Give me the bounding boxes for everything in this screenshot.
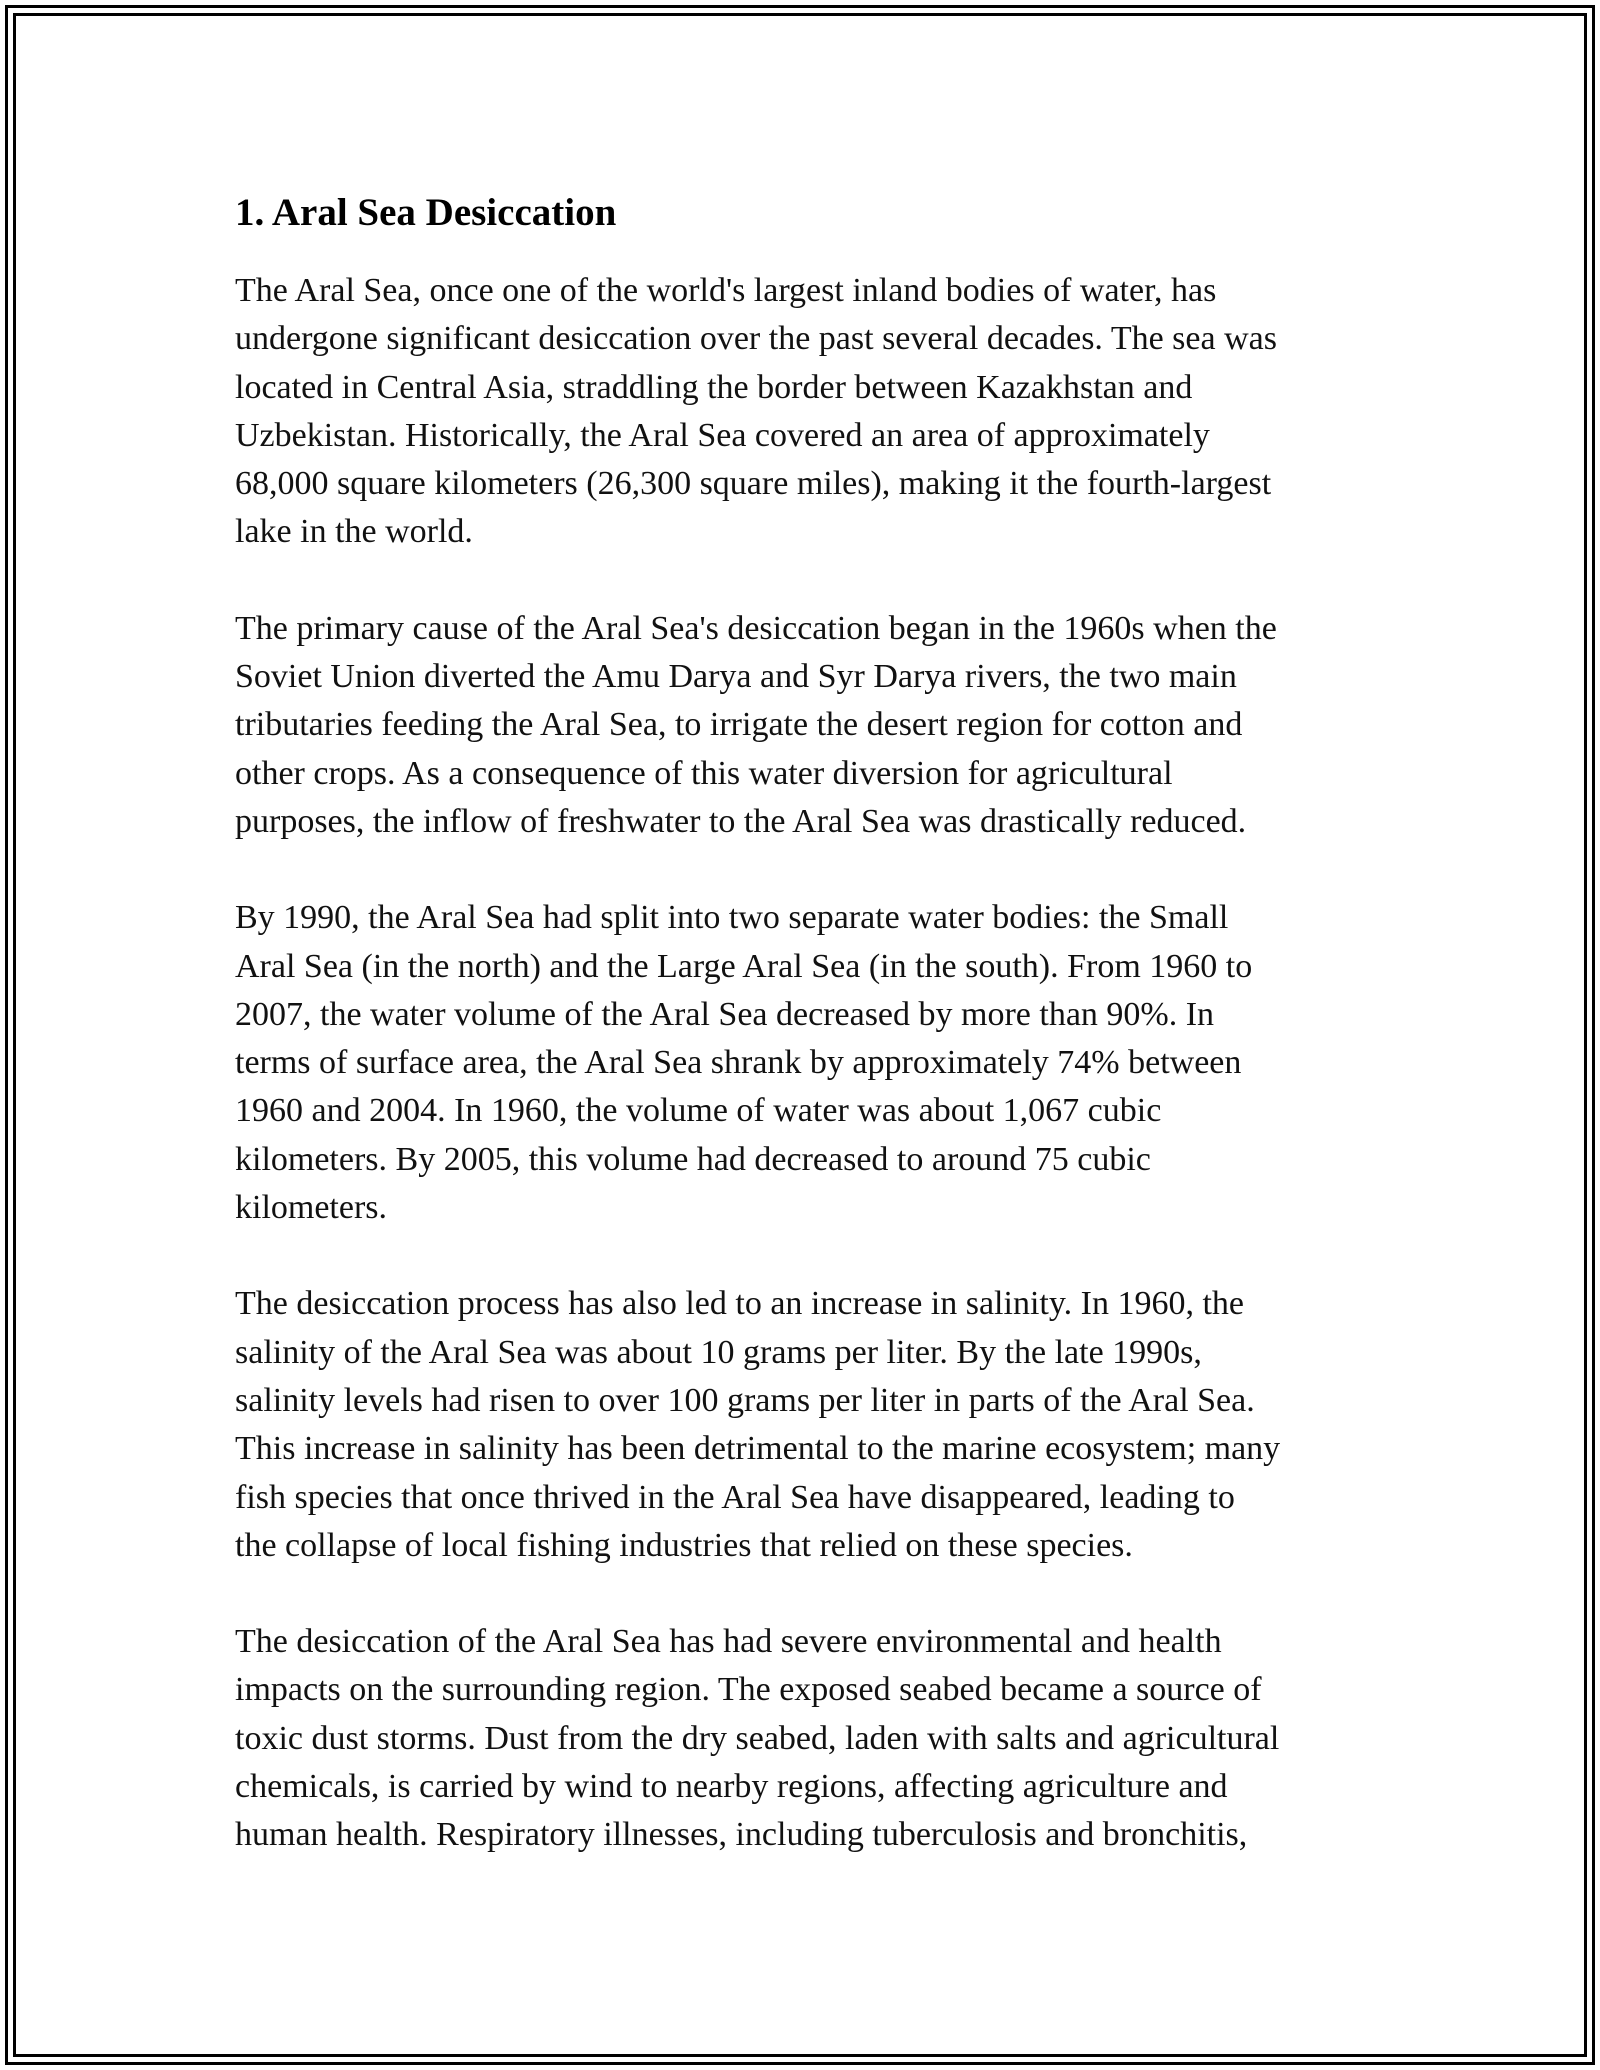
paragraph-line: The desiccation process has also led to an increase in salinity. In 1960, the xyxy=(235,1285,1244,1323)
paragraph-line: Aral Sea (in the north) and the Large Aral Sea (in the south). From 1960 to xyxy=(235,947,1253,985)
paragraph-line: tributaries feeding the Aral Sea, to irrigate the desert region for cotton and xyxy=(235,706,1243,744)
paragraph-line: Soviet Union diverted the Amu Darya and Syr Darya rivers, the two main xyxy=(235,658,1237,696)
paragraph-line: kilometers. xyxy=(235,1189,388,1227)
paragraph-volume xyxy=(235,894,1375,1232)
paragraph-line: The desiccation of the Aral Sea has had severe environmental and health xyxy=(235,1623,1222,1661)
paragraph-line: toxic dust storms. Dust from the dry seabed, laden with salts and agricultural xyxy=(235,1719,1280,1757)
paragraph-line: chemicals, is carried by wind to nearby regions, affecting agriculture and xyxy=(235,1768,1228,1806)
paragraph-line: 1960 and 2004. In 1960, the volume of water was about 1,067 cubic xyxy=(235,1092,1162,1130)
paragraph-line: human health. Respiratory illnesses, including tuberculosis and bronchitis, xyxy=(235,1816,1248,1854)
document-body xyxy=(235,186,1375,1860)
paragraph-line: By 1990, the Aral Sea had split into two separate water bodies: the Small xyxy=(235,899,1229,937)
paragraph-line: 68,000 square kilometers (26,300 square miles), making it the fourth-largest xyxy=(235,465,1272,503)
paragraph-line: Uzbekistan. Historically, the Aral Sea covered an area of approximately xyxy=(235,416,1210,454)
paragraph-line: This increase in salinity has been detrimental to the marine ecosystem; many xyxy=(235,1430,1281,1468)
paragraph-line: located in Central Asia, straddling the border between Kazakhstan and xyxy=(235,368,1193,406)
paragraph-line: terms of surface area, the Aral Sea shrank by approximately 74% between xyxy=(235,1044,1242,1082)
paragraph-line: salinity levels had risen to over 100 grams per liter in parts of the Aral Sea. xyxy=(235,1381,1255,1419)
paragraph-line: The Aral Sea, once one of the world's largest inland bodies of water, has xyxy=(235,272,1217,309)
paragraph-line: other crops. As a consequence of this water diversion for agricultural xyxy=(235,754,1173,792)
paragraph-line: the collapse of local fishing industries that relied on these species. xyxy=(235,1526,1133,1564)
paragraph-line: kilometers. By 2005, this volume had decreased to around 75 cubic xyxy=(235,1140,1151,1178)
paragraph-line: The primary cause of the Aral Sea's desiccation began in the 1960s when the xyxy=(235,609,1277,647)
paragraph-line: purposes, the inflow of freshwater to the Aral Sea was drastically reduced. xyxy=(235,802,1247,840)
paragraph-intro xyxy=(235,267,1375,557)
paragraph-line: impacts on the surrounding region. The exposed seabed became a source of xyxy=(235,1671,1262,1709)
paragraph-line: undergone significant desiccation over the past several decades. The sea was xyxy=(235,320,1277,358)
paragraph-line: lake in the world. xyxy=(235,513,473,551)
paragraph-line: fish species that once thrived in the Aral Sea have disappeared, leading to xyxy=(235,1478,1235,1516)
paragraph-impacts xyxy=(235,1618,1375,1859)
paragraph-salinity xyxy=(235,1280,1375,1570)
section-title: 1. Aral Sea Desiccation xyxy=(235,191,617,234)
paragraph-cause xyxy=(235,605,1375,846)
paragraph-line: salinity of the Aral Sea was about 10 grams per liter. By the late 1990s, xyxy=(235,1333,1202,1371)
paragraph-line: 2007, the water volume of the Aral Sea decreased by more than 90%. In xyxy=(235,995,1215,1033)
